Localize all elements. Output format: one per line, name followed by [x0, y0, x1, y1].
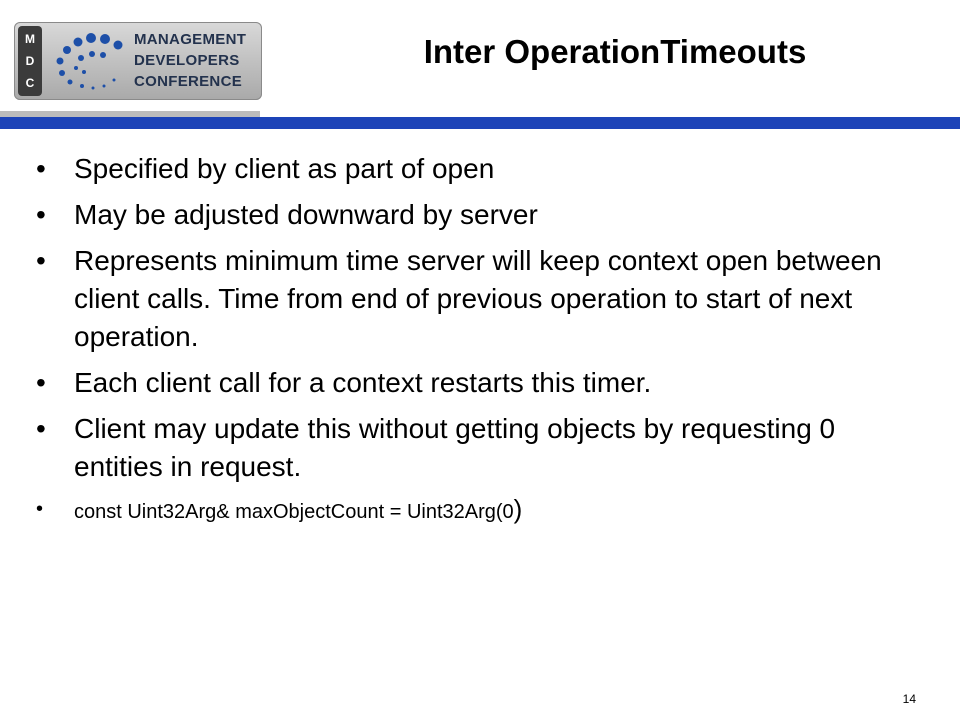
header-accent-bar	[0, 117, 960, 129]
mdc-logo	[14, 22, 262, 100]
code-bullet-item	[36, 494, 906, 527]
logo-letter-m: M	[25, 32, 35, 46]
bullet-item	[36, 410, 906, 486]
logo-line-management: MANAGEMENT	[134, 31, 247, 48]
code-bullet-text: const Uint32Arg& maxObjectCount = Uint32Arg(0	[74, 501, 514, 523]
bullet-item	[36, 196, 906, 234]
logo-letter-c: C	[25, 76, 35, 90]
slide-title: Inter OperationTimeouts	[423, 33, 807, 70]
logo-dots-icon	[48, 28, 132, 94]
bullet-dot-icon: •	[36, 245, 46, 276]
bullet-dot-icon: •	[36, 367, 46, 398]
logo-text	[134, 30, 246, 91]
bullet-text: May be adjusted downward by server	[74, 199, 538, 230]
bullet-item	[36, 242, 906, 356]
bullet-text: Represents minimum time server will keep context open between client calls. Time from end of previous operation to start of next operation.	[74, 245, 882, 352]
bullet-dot-icon: •	[36, 199, 46, 230]
logo-letter-d: D	[25, 54, 35, 68]
page-number: 14	[902, 692, 916, 706]
bullet-dot-icon: •	[36, 153, 46, 184]
bullet-dot-icon: •	[36, 413, 46, 444]
logo-line-developers: DEVELOPERS	[134, 52, 240, 69]
bullet-text: Client may update this without getting objects by requesting 0 entities in request.	[74, 413, 836, 482]
code-bullet-closing-paren: )	[513, 494, 523, 524]
logo-letter-tab	[18, 26, 42, 96]
bullet-dot-icon: •	[36, 498, 44, 520]
logo-line-conference: CONFERENCE	[134, 73, 243, 90]
bullet-item	[36, 150, 906, 188]
bullet-item	[36, 364, 906, 402]
bullet-list	[36, 150, 906, 535]
bullet-text: Each client call for a context restarts this timer.	[74, 367, 652, 398]
bullet-text: Specified by client as part of open	[74, 153, 495, 184]
